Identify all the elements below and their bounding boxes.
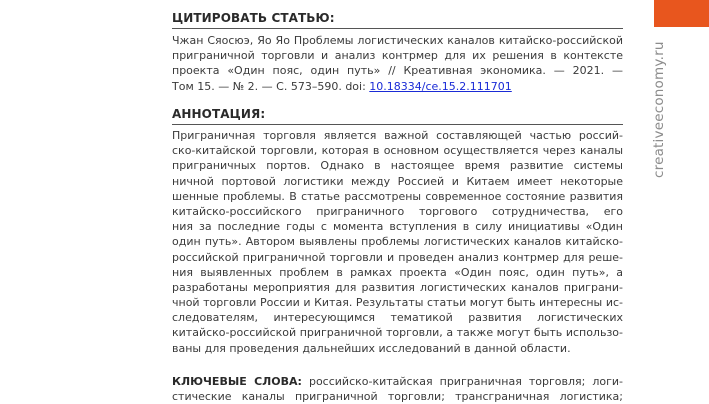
citation-line: Чжан Сяосюэ, Яо Яо Проблемы логистических каналов китайско-российской [172,34,623,47]
abstract-line: ния выявленных проблем в рамках проекта «Один пояс, один путь», а [172,265,623,279]
doi-link[interactable]: 10.18334/ce.15.2.111701 [369,79,512,93]
keywords-text: российско-китайская приграничная торговля; логи- [301,375,623,388]
abstract-line: один путь». Автором выявлены проблемы логистических каналов китайско- [172,235,623,249]
citation-line: проекта «Один пояс, один путь» // Креативная экономика. — 2021. — [172,64,623,78]
keywords-line [172,374,623,389]
cite-divider [172,28,623,29]
abstract-line: ваны для проведения дальнейших исследований в данной области. [172,341,571,355]
abstract-line: ско-китайской торговли, которая в основном осуществляется через каналы [172,144,623,158]
abstract-line: приграничных портов. Однако в настоящее время развитие системы [172,159,623,173]
abstract-line: ния за последние годы с момента вступления в силу инициативы «Один [172,220,623,234]
keywords-label: КЛЮЧЕВЫЕ СЛОВА: [172,375,302,388]
abstract-line: китайско-российской приграничной торговли, а также могут быть использо- [172,326,623,340]
abstract-line: шенные проблемы. В статье рассмотрены современное состояние развития [172,189,623,203]
abstract-line: чной торговли России и Китая. Результаты статьи могут быть интересны ис- [172,296,623,310]
journal-site-url: creativeeconomy.ru [651,41,667,178]
abstract-line: Приграничная торговля является важной составляющей частью россий- [172,129,623,142]
citation-text [172,33,623,94]
citation-line [172,79,623,94]
orange-accent-bar [654,0,709,27]
abstract-line: разработаны мероприятия для развития логистических каналов приграни- [172,280,623,294]
abstract-divider [172,124,623,125]
abstract-line: российской приграничной торговли и проведен анализ контрмер для реше- [172,250,623,264]
keywords-line: стические каналы приграничной торговли; трансграничная логистика; [172,390,623,404]
abstract-line: следователям, интересующимся тематикой развития логистических [172,311,623,325]
abstract-heading: АННОТАЦИЯ: [172,107,266,121]
abstract-line: китайско-российского приграничного торгового сотрудничества, его [172,204,623,218]
cite-heading: ЦИТИРОВАТЬ СТАТЬЮ: [172,11,335,25]
abstract-text [172,128,623,356]
citation-volume-pages: Том 15. — № 2. — С. 573–590. doi: [172,79,370,93]
abstract-line: ничной портовой логистики между Россией и Китаем имеет некоторые [172,174,623,188]
citation-line: приграничной торговли и анализ контрмер для их решения в контексте [172,49,623,63]
